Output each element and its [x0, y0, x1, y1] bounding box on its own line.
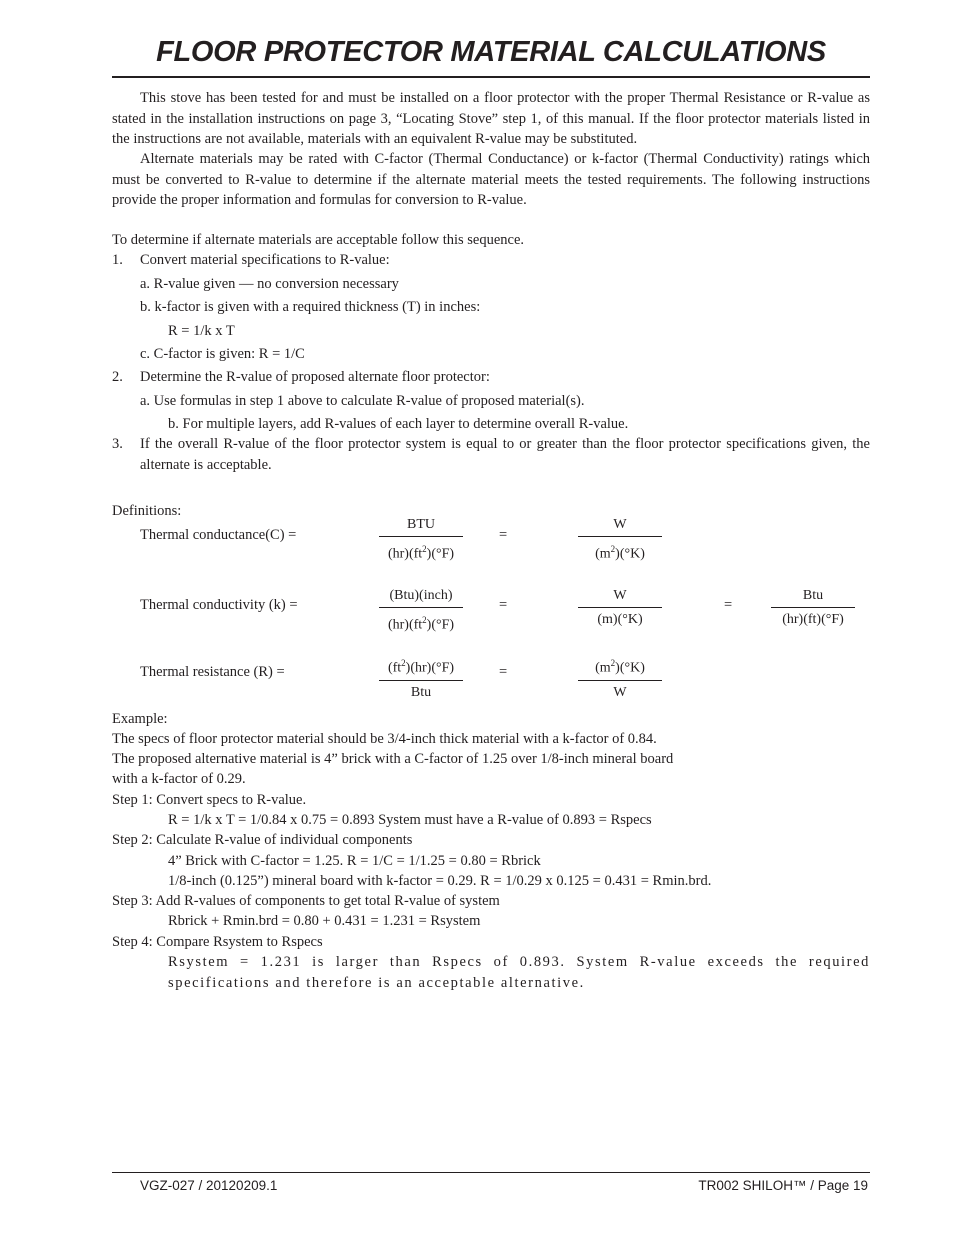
step-1-text: Convert material specifications to R-value:: [140, 252, 390, 268]
equals-sign: =: [499, 527, 508, 543]
step-1a: a. R-value given — no conversion necessary: [140, 276, 399, 292]
equals-sign: =: [724, 597, 733, 613]
footer-document-id: VGZ-027 / 20120209.1: [140, 1178, 278, 1193]
definitions-heading: Definitions:: [112, 503, 182, 519]
example-step-1-calc: R = 1/k x T = 1/0.84 x 0.75 = 0.893 System must have a R-value of 0.893 = Rspecs: [168, 812, 652, 828]
example-step-4-text: Rsystem = 1.231 is larger than Rspecs of 0.893. System R-value exceeds the required specifications and therefore is an acceptable alternative.: [168, 954, 870, 991]
fraction-numerator: (Btu)(inch): [379, 586, 463, 608]
sequence-lead: To determine if alternate materials are acceptable follow this sequence.: [112, 232, 525, 248]
example-step-2-brick: 4” Brick with C-factor = 1.25. R = 1/C = 1/1.25 = 0.80 = Rbrick: [168, 853, 541, 869]
conductivity-fraction-metric: [578, 586, 662, 630]
fraction-numerator: W: [578, 586, 662, 608]
example-step-4: Step 4: Compare Rsystem to Rspecs: [112, 934, 323, 950]
conductivity-fraction-btu: [771, 586, 855, 630]
footer-rule: [112, 1172, 870, 1173]
fraction-denominator: $(hr)(ft^2)(^\circ F)$: [387, 615, 455, 633]
title-rule: [112, 76, 870, 78]
fraction-numerator: Btu: [771, 586, 855, 608]
equals-sign: =: [499, 597, 508, 613]
fraction-denominator: W: [613, 684, 627, 700]
step-1b-formula: R = 1/k x T: [168, 323, 235, 339]
step-3-text: If the overall R-value of the floor protector system is equal to or greater than the floor protector specifications given, the alternate is acceptable.: [140, 436, 870, 473]
fraction-numerator: W: [578, 515, 662, 537]
step-1-number: 1.: [112, 252, 123, 268]
page-title: FLOOR PROTECTOR MATERIAL CALCULATIONS: [156, 36, 826, 68]
example-step-2-board: 1/8-inch (0.125”) mineral board with k-factor = 0.29. R = 1/0.29 x 0.125 = 0.431 = Rmin.brd.: [168, 873, 712, 889]
step-3-number: 3.: [112, 436, 123, 452]
step-2a: a. Use formulas in step 1 above to calculate R-value of proposed material(s).: [140, 393, 585, 409]
example-heading: Example:: [112, 711, 168, 727]
step-1c: c. C-factor is given: R = 1/C: [140, 346, 305, 362]
fraction-numerator: BTU: [379, 515, 463, 537]
fraction-numerator: $(ft^2)(hr)(^\circ F)$: [379, 653, 463, 681]
example-line-2: The proposed alternative material is 4” brick with a C-factor of 1.25 over 1/8-inch mineral board: [112, 751, 674, 767]
conductance-fraction-imperial: [379, 515, 463, 565]
resistance-fraction-imperial: [379, 653, 463, 703]
example-line-1: The specs of floor protector material should be 3/4-inch thick material with a k-factor of 0.84.: [112, 731, 657, 747]
intro-paragraph-2: Alternate materials may be rated with C-factor (Thermal Conductance) or k-factor (Thermal Conductivity) ratings which must be converted to R-value to determine if the alternate material meets the tested requirements. The following instructions provide the proper information and formulas for conversion to R-value.: [112, 151, 870, 208]
resistance-fraction-metric: [578, 653, 662, 703]
resistance-label: Thermal resistance (R) =: [140, 664, 285, 680]
conductivity-fraction-imperial: [379, 586, 463, 636]
step-2-number: 2.: [112, 369, 123, 385]
fraction-denominator: Btu: [410, 684, 432, 700]
fraction-denominator: $(m^2)(^\circ K)$: [595, 544, 645, 562]
fraction-denominator: $(hr)(ft^2)(^\circ F)$: [387, 544, 455, 562]
step-1b: b. k-factor is given with a required thickness (T) in inches:: [140, 299, 481, 315]
fraction-denominator: (hr)(ft)(°F): [782, 612, 844, 627]
step-2-text: Determine the R-value of proposed alternate floor protector:: [140, 369, 490, 385]
intro-paragraph-1: This stove has been tested for and must be installed on a floor protector with the proper Thermal Resistance or R-value as stated in the installation instructions on page 3, “Locating Stove” step 1, of this manual. If the floor protector materials listed in the instructions are not available, materials with an equivalent R-value may be substituted.: [112, 90, 870, 147]
step-2b: b. For multiple layers, add R-values of each layer to determine overall R-value.: [168, 416, 629, 432]
example-step-2: Step 2: Calculate R-value of individual components: [112, 832, 413, 848]
equals-sign: =: [499, 664, 508, 680]
example-step-3: Step 3: Add R-values of components to get total R-value of system: [112, 893, 500, 909]
conductance-fraction-metric: [578, 515, 662, 565]
footer-page-number: TR002 SHILOH™ / Page 19: [698, 1178, 868, 1193]
conductance-label: Thermal conductance(C) =: [140, 527, 297, 543]
conductivity-label: Thermal conductivity (k) =: [140, 597, 298, 613]
fraction-numerator: $(m^2)(^\circ K)$: [578, 653, 662, 681]
fraction-denominator: (m)(°K): [597, 612, 643, 627]
example-step-1: Step 1: Convert specs to R-value.: [112, 792, 307, 808]
example-line-3: with a k-factor of 0.29.: [112, 771, 246, 787]
example-step-3-calc: Rbrick + Rmin.brd = 0.80 + 0.431 = 1.231 = Rsystem: [168, 913, 481, 929]
